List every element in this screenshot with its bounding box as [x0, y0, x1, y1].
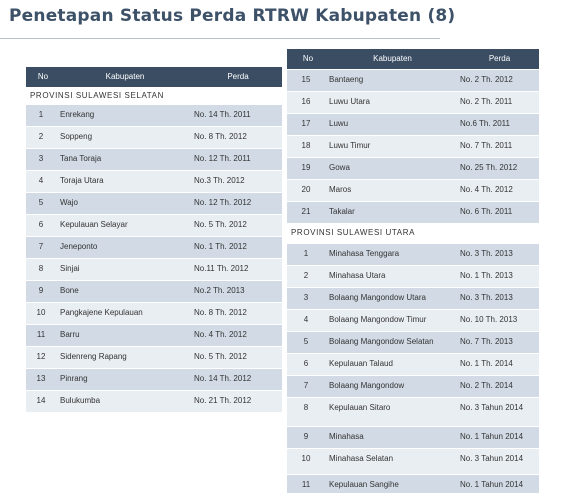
table-row: [26, 368, 282, 390]
table-row: [287, 353, 539, 375]
row-perda: No. 2 Th. 2012: [456, 69, 539, 91]
row-kabupaten: Bulukumba: [56, 390, 190, 412]
row-perda: No. 5 Th. 2012: [190, 214, 282, 236]
row-kabupaten: Kepulauan Talaud: [325, 353, 456, 375]
row-perda: No. 12 Th. 2011: [190, 148, 282, 170]
row-kabupaten: Luwu Utara: [325, 91, 456, 113]
row-no: 16: [287, 91, 325, 113]
row-perda: No. 2 Th. 2014: [456, 375, 539, 397]
header-no: No: [287, 49, 325, 69]
row-kabupaten: Barru: [56, 324, 190, 346]
row-perda: No. 8 Th. 2012: [190, 302, 282, 324]
row-no: 8: [26, 258, 56, 280]
row-kabupaten: Wajo: [56, 192, 190, 214]
table-row: [26, 324, 282, 346]
row-kabupaten: Gowa: [325, 157, 456, 179]
row-no: 7: [26, 236, 56, 258]
row-kabupaten: Bolaang Mangondow Utara: [325, 287, 456, 309]
table-row: [287, 287, 539, 309]
header-no: No: [26, 67, 56, 87]
right-table-header: [287, 49, 539, 69]
table-row: [287, 397, 539, 426]
row-kabupaten: Luwu Timur: [325, 135, 456, 157]
row-no: 3: [287, 287, 325, 309]
row-perda: No. 7 Th. 2013: [456, 331, 539, 353]
table-row: [287, 69, 539, 91]
row-perda: No. 1 Tahun 2014: [456, 474, 539, 493]
row-kabupaten: Bantaeng: [325, 69, 456, 91]
row-kabupaten: Sidenreng Rapang: [56, 346, 190, 368]
table-row: [26, 170, 282, 192]
row-kabupaten: Tana Toraja: [56, 148, 190, 170]
row-kabupaten: Enrekang: [56, 104, 190, 126]
table-row: [287, 426, 539, 448]
row-kabupaten: Bone: [56, 280, 190, 302]
row-no: 2: [26, 126, 56, 148]
table-row: [26, 192, 282, 214]
page-title: Penetapan Status Perda RTRW Kabupaten (8): [9, 6, 456, 26]
row-no: 17: [287, 113, 325, 135]
table-row: [287, 135, 539, 157]
row-kabupaten: Kepulauan Sangihe: [325, 474, 456, 493]
row-no: 9: [26, 280, 56, 302]
row-perda: No. 1 Th. 2012: [190, 236, 282, 258]
right-table: [287, 49, 539, 494]
row-no: 18: [287, 135, 325, 157]
row-no: 10: [26, 302, 56, 324]
table-row: [26, 390, 282, 412]
row-perda: No. 1 Th. 2013: [456, 265, 539, 287]
table-row: [287, 375, 539, 397]
row-kabupaten: Maros: [325, 179, 456, 201]
section-label: PROVINSI SULAWESI UTARA: [287, 223, 539, 243]
header-perda: Perda: [456, 49, 539, 69]
row-no: 12: [26, 346, 56, 368]
row-no: 19: [287, 157, 325, 179]
row-kabupaten: Soppeng: [56, 126, 190, 148]
table-row: [287, 309, 539, 331]
row-kabupaten: Minahasa: [325, 426, 456, 448]
right-table-body-sulut: [287, 243, 539, 493]
row-no: 9: [287, 426, 325, 448]
row-perda: No. 1 Tahun 2014: [456, 426, 539, 448]
row-perda: No. 3 Th. 2013: [456, 287, 539, 309]
row-kabupaten: Pangkajene Kepulauan: [56, 302, 190, 324]
row-no: 7: [287, 375, 325, 397]
row-no: 11: [26, 324, 56, 346]
section-label: PROVINSI SULAWESI SELATAN: [26, 87, 282, 104]
row-no: 20: [287, 179, 325, 201]
row-perda: No. 8 Th. 2012: [190, 126, 282, 148]
row-kabupaten: Minahasa Utara: [325, 265, 456, 287]
section-row: [287, 223, 539, 243]
table-row: [26, 258, 282, 280]
table-row: [287, 157, 539, 179]
row-perda: No. 12 Th. 2012: [190, 192, 282, 214]
row-perda: No. 1 Th. 2014: [456, 353, 539, 375]
row-perda: No.3 Th. 2012: [190, 170, 282, 192]
row-perda: No. 3 Th. 2013: [456, 243, 539, 265]
row-no: 14: [26, 390, 56, 412]
section-row: [26, 87, 282, 104]
row-kabupaten: Minahasa Tenggara: [325, 243, 456, 265]
row-no: 1: [26, 104, 56, 126]
row-perda: No.6 Th. 2011: [456, 113, 539, 135]
table-row: [287, 91, 539, 113]
row-no: 8: [287, 397, 325, 426]
table-row: [287, 179, 539, 201]
row-perda: No. 14 Th. 2011: [190, 104, 282, 126]
table-row: [26, 104, 282, 126]
row-perda: No. 3 Tahun 2014: [456, 448, 539, 474]
row-no: 2: [287, 265, 325, 287]
row-no: 6: [26, 214, 56, 236]
row-perda: No. 5 Th. 2012: [190, 346, 282, 368]
row-no: 1: [287, 243, 325, 265]
row-no: 21: [287, 201, 325, 223]
row-no: 4: [26, 170, 56, 192]
row-perda: No. 2 Th. 2011: [456, 91, 539, 113]
row-no: 4: [287, 309, 325, 331]
table-row: [287, 201, 539, 223]
row-perda: No. 10 Th. 2013: [456, 309, 539, 331]
row-kabupaten: Kepulauan Selayar: [56, 214, 190, 236]
row-no: 5: [26, 192, 56, 214]
row-perda: No. 25 Th. 2012: [456, 157, 539, 179]
left-table-header: [26, 67, 282, 87]
header-perda: Perda: [190, 67, 282, 87]
row-perda: No.11 Th. 2012: [190, 258, 282, 280]
row-kabupaten: Bolaang Mangondow Timur: [325, 309, 456, 331]
row-kabupaten: Luwu: [325, 113, 456, 135]
row-no: 11: [287, 474, 325, 493]
table-row: [287, 448, 539, 474]
row-perda: No. 4 Th. 2012: [190, 324, 282, 346]
row-perda: No. 7 Th. 2011: [456, 135, 539, 157]
row-no: 15: [287, 69, 325, 91]
table-row: [287, 474, 539, 493]
row-no: 10: [287, 448, 325, 474]
row-perda: No.2 Th. 2013: [190, 280, 282, 302]
table-row: [26, 236, 282, 258]
row-perda: No. 4 Th. 2012: [456, 179, 539, 201]
table-row: [287, 331, 539, 353]
row-kabupaten: Pinrang: [56, 368, 190, 390]
row-no: 13: [26, 368, 56, 390]
row-kabupaten: Kepulauan Sitaro: [325, 397, 456, 426]
row-kabupaten: Jeneponto: [56, 236, 190, 258]
right-table-body-sulsel: [287, 69, 539, 223]
row-kabupaten: Toraja Utara: [56, 170, 190, 192]
table-row: [26, 346, 282, 368]
row-perda: No. 6 Th. 2011: [456, 201, 539, 223]
row-no: 5: [287, 331, 325, 353]
left-table: [26, 67, 282, 413]
header-kabupaten: Kabupaten: [325, 49, 456, 69]
row-kabupaten: Bolaang Mangondow Selatan: [325, 331, 456, 353]
row-kabupaten: Bolaang Mangondow: [325, 375, 456, 397]
table-row: [26, 302, 282, 324]
header-kabupaten: Kabupaten: [56, 67, 190, 87]
row-perda: No. 3 Tahun 2014: [456, 397, 539, 426]
row-kabupaten: Takalar: [325, 201, 456, 223]
left-table-body: [26, 104, 282, 412]
row-kabupaten: Minahasa Selatan: [325, 448, 456, 474]
table-row: [26, 126, 282, 148]
row-kabupaten: Sinjai: [56, 258, 190, 280]
row-perda: No. 21 Th. 2012: [190, 390, 282, 412]
table-row: [26, 214, 282, 236]
table-row: [26, 148, 282, 170]
table-row: [26, 280, 282, 302]
title-divider: [0, 38, 440, 39]
table-row: [287, 113, 539, 135]
table-row: [287, 243, 539, 265]
row-perda: No. 14 Th. 2012: [190, 368, 282, 390]
row-no: 6: [287, 353, 325, 375]
table-row: [287, 265, 539, 287]
row-no: 3: [26, 148, 56, 170]
